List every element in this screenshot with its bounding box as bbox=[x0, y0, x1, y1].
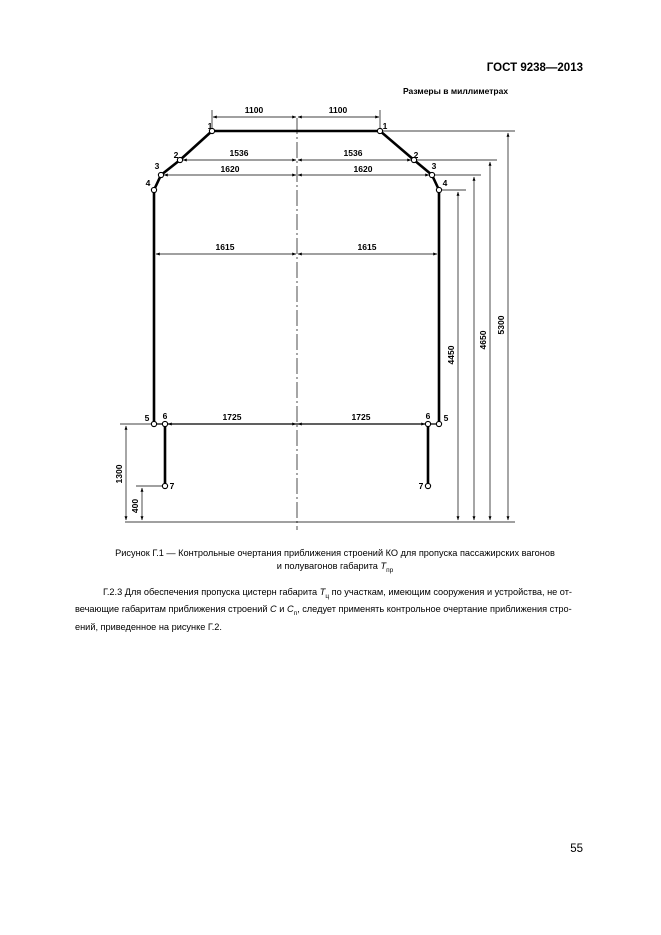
dim-1615-left: 1615 bbox=[215, 242, 235, 252]
paragraph-line-3: ений, приведенное на рисунке Г.2. bbox=[75, 621, 222, 632]
point-6-right bbox=[425, 421, 430, 426]
label-3-right: 3 bbox=[431, 161, 437, 171]
label-6-left: 6 bbox=[162, 411, 168, 421]
dim-4650: 4650 bbox=[478, 330, 488, 350]
point-4-left bbox=[151, 187, 156, 192]
point-7-left bbox=[162, 483, 167, 488]
point-5-right bbox=[436, 421, 441, 426]
dim-1620-left: 1620 bbox=[220, 164, 240, 174]
point-3-left bbox=[158, 172, 163, 177]
paragraph-line-1: Г.2.3 Для обеспечения пропуска цистерн габарита $Т_ц$ по участкам, имеющим сооружения и устройства, не от- bbox=[103, 587, 572, 600]
dim-1536-right: 1536 bbox=[343, 148, 363, 158]
point-7-right bbox=[425, 483, 430, 488]
dim-1300: 1300 bbox=[114, 464, 124, 484]
label-1-right: 1 bbox=[382, 121, 388, 131]
standard-header: ГОСТ 9238—2013 bbox=[486, 62, 583, 74]
units-note: Размеры в миллиметрах bbox=[403, 86, 509, 96]
label-7-right: 7 bbox=[418, 481, 424, 491]
label-3-left: 3 bbox=[154, 161, 160, 171]
label-7-left: 7 bbox=[169, 481, 175, 491]
dim-1725-left: 1725 bbox=[222, 412, 242, 422]
dim-400: 400 bbox=[130, 498, 140, 514]
figure-caption bbox=[75, 547, 595, 577]
page-number: 55 bbox=[570, 843, 583, 855]
label-4-right: 4 bbox=[442, 178, 448, 188]
paragraph-g23 bbox=[75, 586, 583, 633]
label-1-left: 1 bbox=[207, 121, 213, 131]
point-5-left bbox=[151, 421, 156, 426]
point-3-right bbox=[429, 172, 434, 177]
dim-1620-right: 1620 bbox=[353, 164, 373, 174]
dim-1536-left: 1536 bbox=[229, 148, 249, 158]
dim-4450: 4450 bbox=[446, 345, 456, 365]
caption-line-2: и полувагонов габарита $Т_{пр}$ bbox=[276, 561, 394, 574]
label-6-right: 6 bbox=[425, 411, 431, 421]
point-6-left bbox=[162, 421, 167, 426]
point-4-right bbox=[436, 187, 441, 192]
dim-1100-left: 1100 bbox=[244, 105, 264, 115]
label-4-left: 4 bbox=[145, 178, 151, 188]
paragraph-line-2: вечающие габаритам приближения строений С и $С_п$, следует применять контрольное очертание приближения стро- bbox=[75, 604, 572, 618]
dim-1725-right: 1725 bbox=[351, 412, 371, 422]
label-2-left: 2 bbox=[173, 150, 179, 160]
label-2-right: 2 bbox=[413, 150, 419, 160]
label-5-left: 5 bbox=[144, 413, 150, 423]
caption-line-1: Рисунок Г.1 — Контрольные очертания приближения строений КО для пропуска пассажирских вагонов bbox=[115, 548, 555, 558]
label-5-right: 5 bbox=[443, 413, 449, 423]
dim-5300: 5300 bbox=[496, 315, 506, 335]
dim-1615-right: 1615 bbox=[357, 242, 377, 252]
dim-1100-right: 1100 bbox=[328, 105, 348, 115]
